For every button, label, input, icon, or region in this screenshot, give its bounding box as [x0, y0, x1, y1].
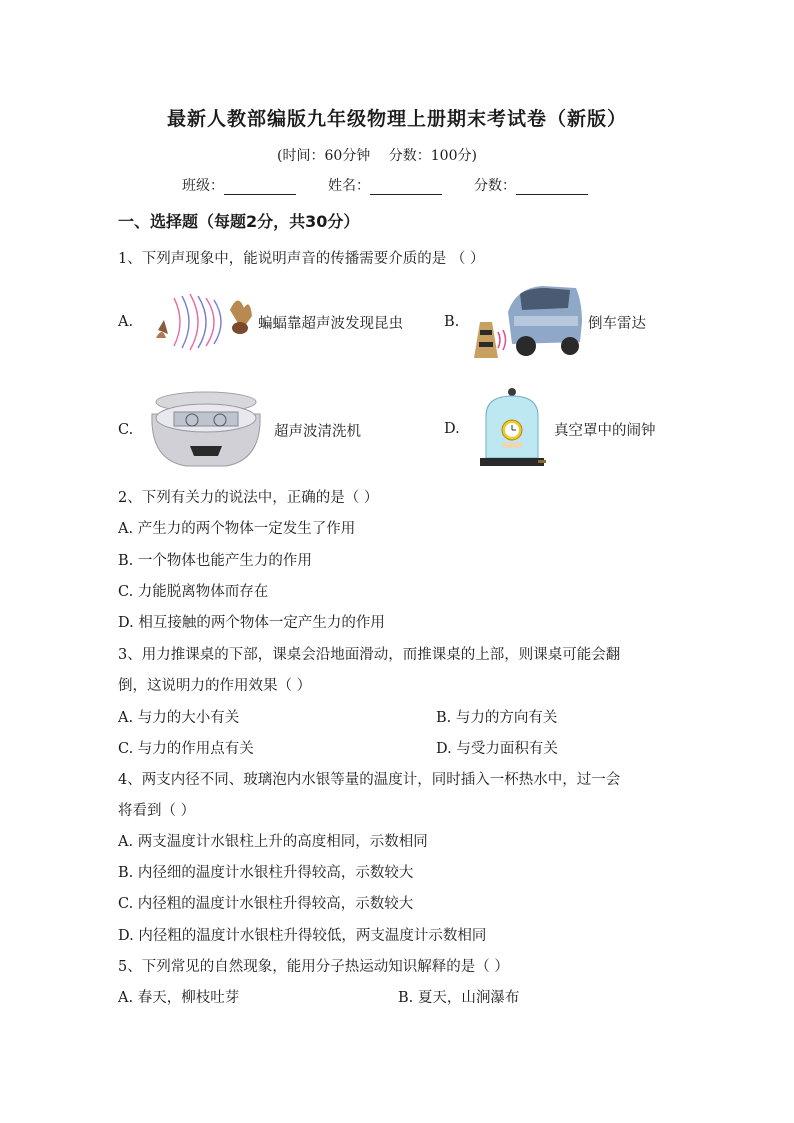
- q4-option-d: D. 内径粗的温度计水银柱升得较低，两支温度计示数相同: [118, 928, 487, 944]
- q3-option-a: A. 与力的大小有关: [118, 710, 240, 726]
- q1-c-letter: C.: [118, 422, 134, 438]
- class-label: 班级：: [182, 178, 224, 194]
- q5-stem: 5、下列常见的自然现象，能用分子热运动知识解释的是（ ）: [118, 959, 509, 975]
- q1-d-letter: D.: [444, 421, 460, 437]
- q3-option-b: B. 与力的方向有关: [436, 710, 558, 726]
- name-field: [328, 175, 442, 195]
- q2-option-d: D. 相互接触的两个物体一定产生力的作用: [118, 615, 385, 631]
- score-field: [474, 175, 588, 195]
- q4-stem-line2: 将看到（ ）: [118, 803, 196, 819]
- q1-option-b: [444, 282, 646, 362]
- q3-option-c: C. 与力的作用点有关: [118, 741, 254, 757]
- q4-stem-line1: 4、两支内径不同、玻璃泡内水银等量的温度计，同时插入一杯热水中，过一会: [118, 772, 621, 788]
- q1-a-letter: A.: [118, 314, 134, 330]
- q4-option-c: C. 内径粗的温度计水银柱升得较高，示数较大: [118, 896, 414, 912]
- exam-subtitle: (时间：60分钟 分数：100分): [277, 148, 477, 164]
- q4-option-b: B. 内径细的温度计水银柱升得较高，示数较大: [118, 865, 414, 881]
- reversing-car-image: [472, 282, 584, 362]
- score-label: 分数：: [474, 178, 516, 194]
- exam-title: 最新人教部编版九年级物理上册期末考试卷（新版）: [166, 108, 627, 130]
- ultrasonic-cleaner-image: [146, 390, 266, 470]
- q1-stem: 1、下列声现象中，能说明声音的传播需要介质的是 （ ）: [118, 251, 485, 267]
- class-blank: [224, 178, 296, 195]
- name-label: 姓名：: [328, 178, 370, 194]
- name-blank: [370, 178, 442, 195]
- q3-stem-line1: 3、用力推课桌的下部，课桌会沿地面滑动，而推课桌的上部，则课桌可能会翻: [118, 647, 621, 663]
- q1-b-letter: B.: [444, 314, 460, 330]
- vacuum-jar-clock-image: [476, 386, 548, 472]
- q1-d-text: 真空罩中的闹钟: [554, 422, 656, 439]
- q3-option-d: D. 与受力面积有关: [436, 741, 558, 757]
- q2-stem: 2、下列有关力的说法中，正确的是（ ）: [118, 490, 379, 506]
- q1-option-d: [444, 386, 656, 472]
- q4-option-a: A. 两支温度计水银柱上升的高度相同，示数相同: [118, 834, 428, 850]
- q1-option-c: [118, 390, 361, 470]
- bat-ultrasound-image: [152, 290, 254, 354]
- q2-option-a: A. 产生力的两个物体一定发生了作用: [118, 521, 356, 537]
- student-info-row: [182, 175, 620, 195]
- q5-option-b: B. 夏天，山涧瀑布: [398, 990, 520, 1006]
- class-field: [182, 175, 296, 195]
- q3-stem-line2: 倒，这说明力的作用效果（ ）: [118, 678, 312, 694]
- section-heading: 一、选择题（每题2分，共30分）: [118, 212, 360, 231]
- q5-option-a: A. 春天，柳枝吐芽: [118, 990, 240, 1006]
- q1-c-text: 超声波清洗机: [274, 423, 361, 440]
- score-blank: [516, 178, 588, 195]
- q2-option-b: B. 一个物体也能产生力的作用: [118, 553, 312, 569]
- q1-a-text: 蝙蝠靠超声波发现昆虫: [258, 315, 403, 332]
- q2-option-c: C. 力能脱离物体而存在: [118, 584, 269, 600]
- q1-option-a: [118, 290, 403, 354]
- q1-b-text: 倒车雷达: [588, 315, 646, 332]
